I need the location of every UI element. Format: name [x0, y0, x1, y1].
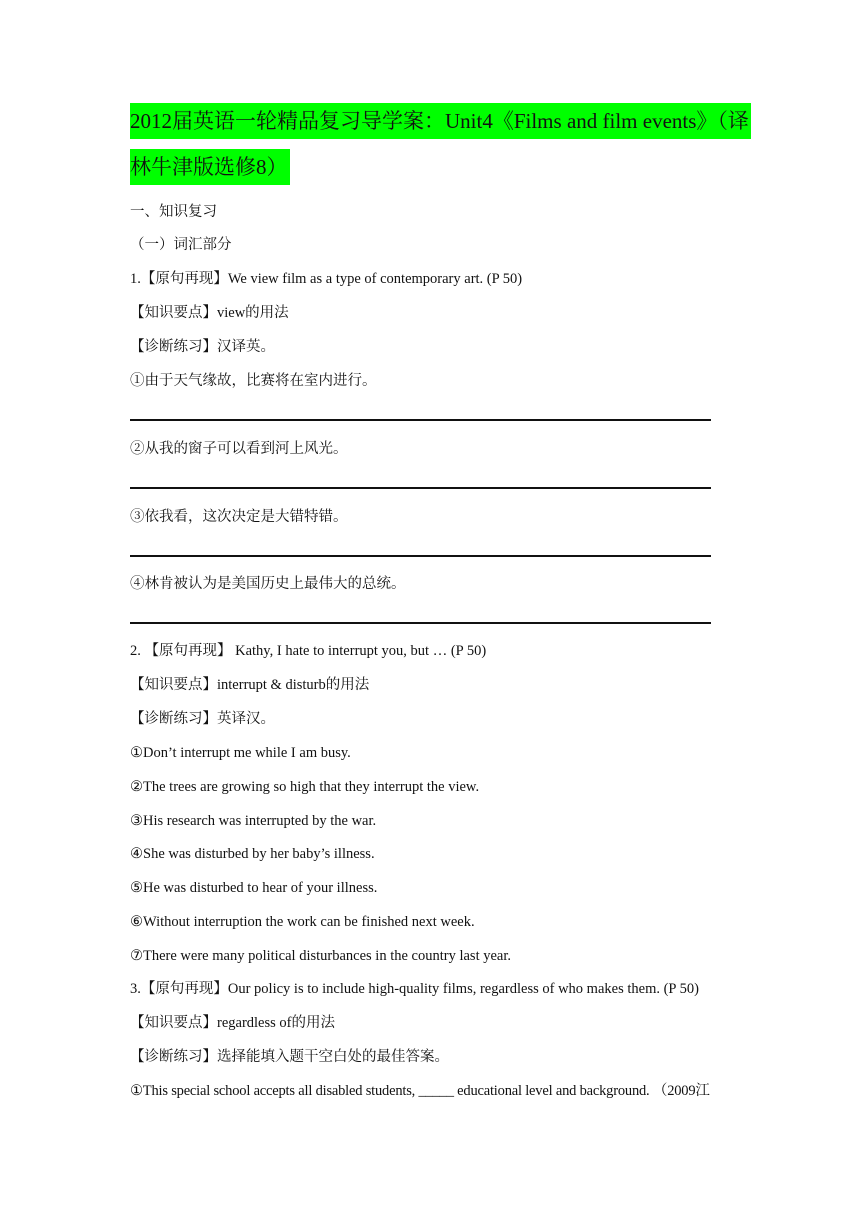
- title-line-2: 林牛津版选修8）: [130, 149, 290, 185]
- item-1-exercise-heading: 【诊断练习】汉译英。: [130, 339, 275, 355]
- exercise-3-1: ①This special school accepts all disabled students, _____ educational level and background. （2009江: [130, 1083, 710, 1099]
- item-2-exercise-heading: 【诊断练习】英译汉。: [130, 711, 275, 727]
- answer-line-4: [130, 622, 711, 624]
- subsection-heading: （一）词汇部分: [130, 237, 232, 253]
- title-line-1: 2012届英语一轮精品复习导学案：Unit4《Films and film events》（译: [130, 103, 751, 139]
- exercise-1-1: ①由于天气缘故，比赛将在室内进行。: [130, 373, 377, 389]
- item-1-key-point: 【知识要点】view的用法: [130, 305, 289, 321]
- exercise-1-3: ③依我看，这次决定是大错特错。: [130, 509, 348, 525]
- item-1-original-sentence: 1.【原句再现】We view film as a type of contemporary art. (P 50): [130, 271, 523, 287]
- item-3-original-sentence: 3.【原句再现】Our policy is to include high-quality films, regardless of who makes them. (P 50): [130, 981, 699, 997]
- exercise-2-1: ①Don’t interrupt me while I am busy.: [130, 745, 351, 761]
- item-2-original-sentence: 2. 【原句再现】 Kathy, I hate to interrupt you, but … (P 50): [130, 643, 487, 659]
- exercise-2-7: ⑦There were many political disturbances in the country last year.: [130, 948, 512, 964]
- exercise-2-3: ③His research was interrupted by the war.: [130, 813, 377, 829]
- item-3-key-point: 【知识要点】regardless of的用法: [130, 1015, 335, 1031]
- exercise-2-6: ⑥Without interruption the work can be finished next week.: [130, 914, 475, 930]
- answer-line-3: [130, 555, 711, 557]
- exercise-1-4: ④林肯被认为是美国历史上最伟大的总统。: [130, 576, 406, 592]
- exercise-2-5: ⑤He was disturbed to hear of your illness.: [130, 880, 378, 896]
- document-title: [130, 103, 749, 195]
- section-heading: 一、知识复习: [130, 204, 217, 220]
- exercise-2-2: ②The trees are growing so high that they interrupt the view.: [130, 779, 480, 795]
- answer-line-1: [130, 419, 711, 421]
- item-2-key-point: 【知识要点】interrupt & disturb的用法: [130, 677, 370, 693]
- item-3-exercise-heading: 【诊断练习】选择能填入题干空白处的最佳答案。: [130, 1049, 449, 1065]
- answer-line-2: [130, 487, 711, 489]
- exercise-1-2: ②从我的窗子可以看到河上风光。: [130, 441, 348, 457]
- exercise-2-4: ④She was disturbed by her baby’s illness.: [130, 846, 375, 862]
